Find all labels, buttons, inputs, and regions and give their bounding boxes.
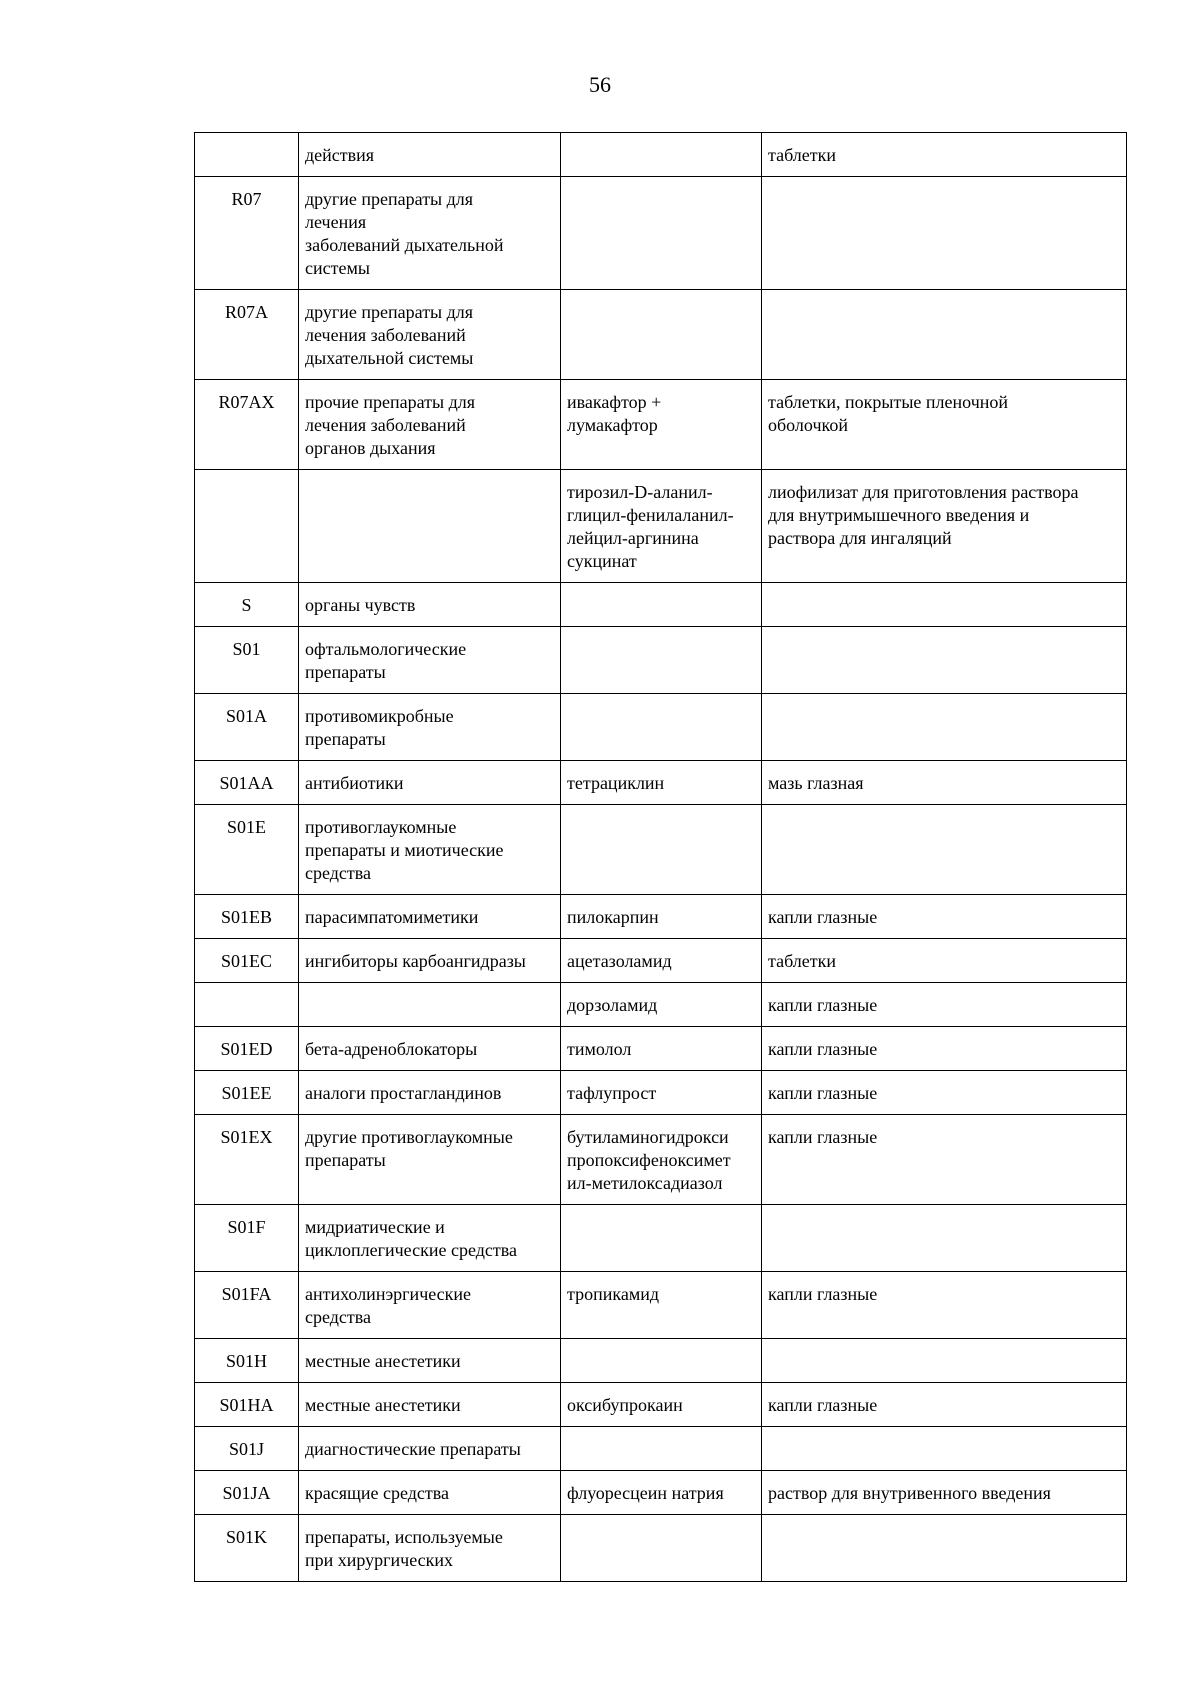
table-row xyxy=(195,133,1127,177)
drug-cell: ивакафтор + лумакафтор xyxy=(561,380,762,470)
dosage-form-cell xyxy=(762,1515,1127,1582)
drug-table xyxy=(194,132,1127,1582)
group-cell xyxy=(299,983,561,1027)
atc-code-cell: S01A xyxy=(195,694,299,761)
dosage-form-cell xyxy=(762,805,1127,895)
drug-cell xyxy=(561,627,762,694)
group-cell: красящие средства xyxy=(299,1471,561,1515)
table-row xyxy=(195,1471,1127,1515)
drug-cell xyxy=(561,133,762,177)
atc-code-cell: S01EE xyxy=(195,1071,299,1115)
atc-code-cell: S01EB xyxy=(195,895,299,939)
atc-code-cell: S01ED xyxy=(195,1027,299,1071)
group-cell: местные анестетики xyxy=(299,1383,561,1427)
dosage-form-cell: капли глазные xyxy=(762,983,1127,1027)
table-row xyxy=(195,983,1127,1027)
table-row xyxy=(195,939,1127,983)
atc-code-cell: R07AX xyxy=(195,380,299,470)
table-row xyxy=(195,627,1127,694)
drug-cell: тропикамид xyxy=(561,1272,762,1339)
atc-code-cell: S01E xyxy=(195,805,299,895)
dosage-form-cell xyxy=(762,1427,1127,1471)
atc-code-cell: S01AA xyxy=(195,761,299,805)
drug-cell xyxy=(561,1205,762,1272)
dosage-form-cell xyxy=(762,627,1127,694)
table-row xyxy=(195,1272,1127,1339)
drug-cell xyxy=(561,290,762,380)
drug-cell xyxy=(561,805,762,895)
dosage-form-cell: капли глазные xyxy=(762,1115,1127,1205)
table-row xyxy=(195,1205,1127,1272)
table-row xyxy=(195,805,1127,895)
group-cell: противомикробные препараты xyxy=(299,694,561,761)
dosage-form-cell: капли глазные xyxy=(762,1383,1127,1427)
group-cell: противоглаукомные препараты и миотические средства xyxy=(299,805,561,895)
atc-code-cell xyxy=(195,983,299,1027)
atc-code-cell: S01EX xyxy=(195,1115,299,1205)
drug-cell xyxy=(561,1515,762,1582)
drug-cell: тирозил-D-аланил- глицил-фенилаланил- лейцил-аргинина сукцинат xyxy=(561,470,762,583)
table-row xyxy=(195,1383,1127,1427)
atc-code-cell: S xyxy=(195,583,299,627)
drug-cell: оксибупрокаин xyxy=(561,1383,762,1427)
atc-code-cell: S01K xyxy=(195,1515,299,1582)
group-cell: действия xyxy=(299,133,561,177)
group-cell: органы чувств xyxy=(299,583,561,627)
dosage-form-cell: капли глазные xyxy=(762,895,1127,939)
atc-code-cell xyxy=(195,133,299,177)
drug-cell: дорзоламид xyxy=(561,983,762,1027)
atc-code-cell: S01 xyxy=(195,627,299,694)
atc-code-cell: S01H xyxy=(195,1339,299,1383)
dosage-form-cell xyxy=(762,177,1127,290)
group-cell: аналоги простагландинов xyxy=(299,1071,561,1115)
table-row xyxy=(195,290,1127,380)
drug-cell: флуоресцеин натрия xyxy=(561,1471,762,1515)
group-cell: офтальмологические препараты xyxy=(299,627,561,694)
atc-code-cell: R07 xyxy=(195,177,299,290)
table-body xyxy=(195,133,1127,1582)
table-row xyxy=(195,895,1127,939)
drug-cell: бутиламиногидрокси пропоксифеноксимет ил-метилоксадиазол xyxy=(561,1115,762,1205)
table-row xyxy=(195,1071,1127,1115)
drug-cell: тетрациклин xyxy=(561,761,762,805)
dosage-form-cell: лиофилизат для приготовления раствора для внутримышечного введения и раствора для ингаляций xyxy=(762,470,1127,583)
group-cell: другие препараты для лечения заболеваний дыхательной системы xyxy=(299,177,561,290)
dosage-form-cell: таблетки xyxy=(762,133,1127,177)
dosage-form-cell xyxy=(762,290,1127,380)
drug-cell: ацетазоламид xyxy=(561,939,762,983)
table-row xyxy=(195,177,1127,290)
group-cell: другие противоглаукомные препараты xyxy=(299,1115,561,1205)
group-cell: бета-адреноблокаторы xyxy=(299,1027,561,1071)
drug-cell xyxy=(561,694,762,761)
atc-code-cell: S01HA xyxy=(195,1383,299,1427)
dosage-form-cell: капли глазные xyxy=(762,1027,1127,1071)
group-cell: препараты, используемые при хирургических xyxy=(299,1515,561,1582)
table-row xyxy=(195,1339,1127,1383)
dosage-form-cell xyxy=(762,1339,1127,1383)
atc-code-cell: S01J xyxy=(195,1427,299,1471)
group-cell xyxy=(299,470,561,583)
group-cell: антихолинэргические средства xyxy=(299,1272,561,1339)
group-cell: диагностические препараты xyxy=(299,1427,561,1471)
group-cell: местные анестетики xyxy=(299,1339,561,1383)
dosage-form-cell xyxy=(762,1205,1127,1272)
group-cell: мидриатические и циклоплегические средства xyxy=(299,1205,561,1272)
atc-code-cell: S01F xyxy=(195,1205,299,1272)
table-row xyxy=(195,1115,1127,1205)
drug-cell: тафлупрост xyxy=(561,1071,762,1115)
dosage-form-cell xyxy=(762,583,1127,627)
atc-code-cell: S01EC xyxy=(195,939,299,983)
atc-code-cell: S01FA xyxy=(195,1272,299,1339)
table-row xyxy=(195,694,1127,761)
drug-cell xyxy=(561,177,762,290)
drug-cell xyxy=(561,1427,762,1471)
dosage-form-cell: мазь глазная xyxy=(762,761,1127,805)
atc-code-cell xyxy=(195,470,299,583)
atc-code-cell: S01JA xyxy=(195,1471,299,1515)
dosage-form-cell: капли глазные xyxy=(762,1272,1127,1339)
group-cell: другие препараты для лечения заболеваний дыхательной системы xyxy=(299,290,561,380)
group-cell: парасимпатомиметики xyxy=(299,895,561,939)
dosage-form-cell: раствор для внутривенного введения xyxy=(762,1471,1127,1515)
group-cell: антибиотики xyxy=(299,761,561,805)
table-row xyxy=(195,761,1127,805)
table-row xyxy=(195,583,1127,627)
table-row xyxy=(195,1027,1127,1071)
table-row xyxy=(195,1515,1127,1582)
drug-cell: тимолол xyxy=(561,1027,762,1071)
table-row xyxy=(195,1427,1127,1471)
page-number: 56 xyxy=(589,72,611,97)
dosage-form-cell xyxy=(762,694,1127,761)
dosage-form-cell: капли глазные xyxy=(762,1071,1127,1115)
group-cell: прочие препараты для лечения заболеваний органов дыхания xyxy=(299,380,561,470)
table-row xyxy=(195,380,1127,470)
group-cell: ингибиторы карбоангидразы xyxy=(299,939,561,983)
atc-code-cell: R07A xyxy=(195,290,299,380)
drug-cell xyxy=(561,583,762,627)
drug-cell xyxy=(561,1339,762,1383)
table-row xyxy=(195,470,1127,583)
drug-cell: пилокарпин xyxy=(561,895,762,939)
dosage-form-cell: таблетки xyxy=(762,939,1127,983)
dosage-form-cell: таблетки, покрытые пленочной оболочкой xyxy=(762,380,1127,470)
